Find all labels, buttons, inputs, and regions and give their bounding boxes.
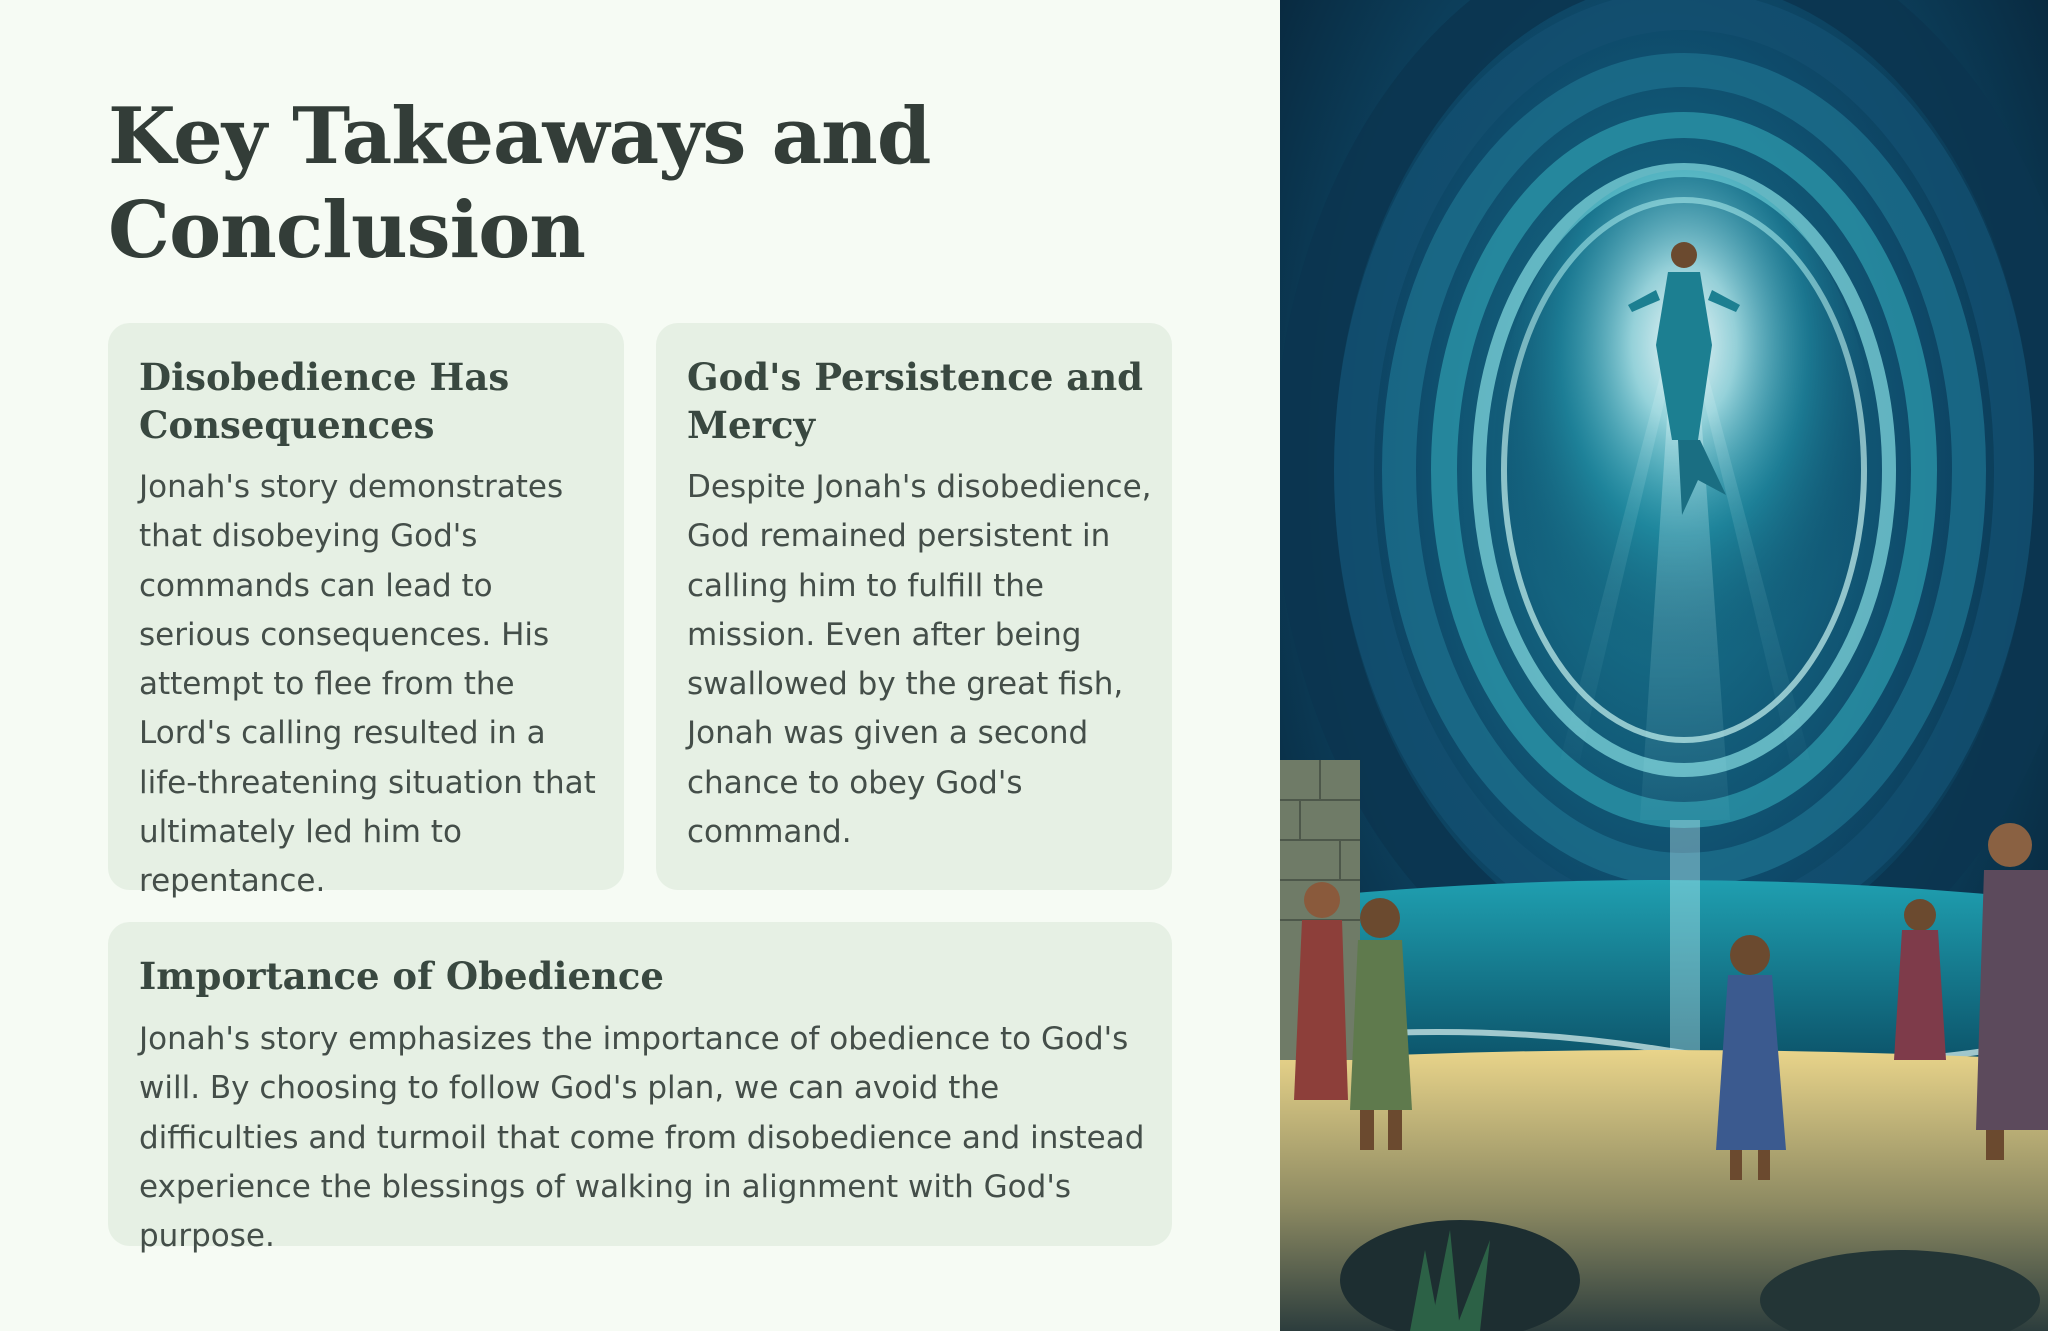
takeaway-card-disobedience [108,323,624,900]
card-heading: Disobedience Has Consequences [139,355,510,447]
card-body: Jonah's story emphasizes the importance of obedience to God's will. By choosing to follow God's plan, we can avoid the difficulties and turmoil that come from disobedience and instead experience the blessings of walking in alignment with God's purpose. [139,1021,1145,1255]
card-heading: God's Persistence and Mercy [687,355,1143,447]
card-body: Jonah's story demonstrates that disobeying God's commands can lead to serious consequences. His attempt to flee from the Lord's calling resulted in a life-threatening situation that ultimately led him to repentance. [139,469,596,900]
card-body: Despite Jonah's disobedience, God remained persistent in calling him to fulfill the mission. Even after being swallowed by the great fish, Jonah was given a second chance to obey God's command. [687,469,1152,851]
card-heading: Importance of Obedience [139,954,664,998]
illustration-svg [1280,0,2048,1331]
takeaway-card-persistence [656,323,1172,890]
takeaway-card-obedience [108,922,1172,1255]
page-title: Key Takeaways and Conclusion [108,91,931,276]
jonah-illustration [1280,0,2048,1331]
